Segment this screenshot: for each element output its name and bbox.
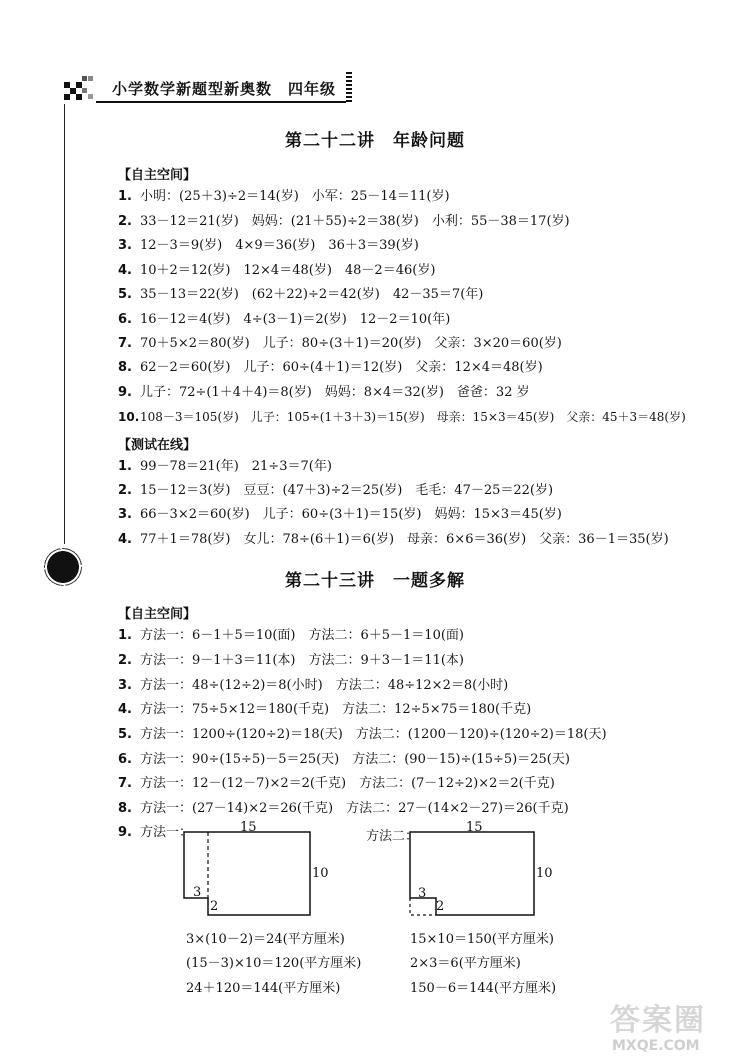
margin-rule [64,104,65,544]
calc-method-two-3: 150－6＝144(平方厘米) [410,981,557,996]
self-study-heading: 【自主空间】 [118,168,197,183]
fig1-notch-width: 2 [210,899,219,914]
answer-line: 6. 方法一：90÷(15÷5)－5＝25(天) 方法二：(90－15)÷(15÷5)＝25(天) [118,752,570,767]
fig2-notch-width: 2 [436,899,445,914]
checker-logo-icon [64,74,100,104]
figure-method-one [182,830,332,920]
fig1-top-length: 15 [240,820,257,835]
answer-line: 9. 儿子：72÷(1＋4＋4)＝8(岁) 妈妈：8×4＝32(岁) 爸爸：32 岁 [118,385,530,400]
answer-line: 3. 66－3×2＝60(岁) 儿子：60÷(3＋1)＝15(岁) 妈妈：15×3＝45(岁) [118,507,562,522]
figure-method-two [406,830,556,920]
answer-line: 2. 15－12＝3(岁) 豆豆：(47＋3)÷2＝25(岁) 毛毛：47－25＝22(岁) [118,483,554,498]
method-two-label: 方法二： [366,829,419,844]
answer-line: 5. 方法一：1200÷(120÷2)＝18(天) 方法二：(1200－120)÷(120÷2)＝18(天) [118,727,607,742]
self-study-heading: 【自主空间】 [118,607,197,622]
calc-method-one-3: 24＋120＝144(平方厘米) [186,981,341,996]
book-title: 小学数学新题型新奥数 四年级 [112,80,337,98]
answer-line: 2. 方法一：9－1＋3＝11(本) 方法二：9＋3－1＝11(本) [118,653,464,668]
header-rule [96,101,348,103]
fig1-side-length: 10 [312,866,329,881]
fig2-notch-height: 3 [418,886,427,901]
calc-method-two-2: 2×3＝6(平方厘米) [410,956,521,971]
answer-line-9: 9. 方法一： [118,825,193,840]
answer-line: 10.108－3＝105(岁) 儿子：105÷(1＋3＋3)＝15(岁) 母亲：15×3＝45(岁) 父亲：45＋3＝48(岁) [118,410,686,424]
answer-line: 5. 35－13＝22(岁) (62＋22)÷2＝42(岁) 42－35＝7(年) [118,287,484,302]
answer-line: 4. 方法一：75÷5×12＝180(千克) 方法二：12÷5×75＝180(千克) [118,702,532,717]
fig2-top-length: 15 [466,820,483,835]
watermark-url: MXQE.COM [612,1038,700,1054]
calc-method-one-1: 3×(10－2)＝24(平方厘米) [186,932,345,947]
answer-line: 1. 小明：(25＋3)÷2＝14(岁) 小军：25－14＝11(岁) [118,189,450,204]
fig1-notch-height: 3 [193,885,202,900]
calc-method-one-2: (15－3)×10＝120(平方厘米) [186,956,362,971]
calc-method-two-1: 15×10＝150(平方厘米) [410,932,554,947]
answer-line: 4. 10＋2＝12(岁) 12×4＝48(岁) 48－2＝46(岁) [118,263,436,278]
watermark-logo: 答案圈 [610,1003,706,1038]
answer-line: 3. 方法一：48÷(12÷2)＝8(小时) 方法二：48÷12×2＝8(小时) [118,678,509,693]
lecture-22-title: 第二十二讲 年龄问题 [285,131,465,151]
answer-line: 6. 16－12＝4(岁) 4÷(3－1)＝2(岁) 12－2＝10(年) [118,312,451,327]
lecture-23-title: 第二十三讲 一题多解 [285,571,465,591]
answer-line: 7. 70＋5×2＝80(岁) 儿子：80÷(3＋1)＝20(岁) 父亲：3×20＝60(岁) [118,336,562,351]
answer-line: 2. 33－12＝21(岁) 妈妈：(21＋55)÷2＝38(岁) 小利：55－38＝17(岁) [118,214,570,229]
header-tab-marker [346,72,352,104]
answer-line: 1. 方法一：6－1＋5＝10(面) 方法二：6＋5－1＝10(面) [118,628,464,643]
fig2-side-length: 10 [536,866,553,881]
answer-line: 8. 方法一：(27－14)×2＝26(千克) 方法二：27－(14×2－27)＝26(千克) [118,801,569,816]
answer-line: 7. 方法一：12－(12－7)×2＝2(千克) 方法二：(7－12÷2)×2＝2(千克) [118,776,555,791]
answer-line: 8. 62－2＝60(岁) 儿子：60÷(4＋1)＝12(岁) 父亲：12×4＝48(岁) [118,360,543,375]
answer-line: 1. 99－78＝21(年) 21÷3＝7(年) [118,459,332,474]
answer-line: 3. 12－3＝9(岁) 4×9＝36(岁) 36＋3＝39(岁) [118,238,419,253]
answer-line: 4. 77＋1＝78(岁) 女儿：78÷(6＋1)＝6(岁) 母亲：6×6＝36(岁) 父亲：36－1＝35(岁) [118,532,669,547]
test-online-heading: 【测试在线】 [118,438,197,453]
